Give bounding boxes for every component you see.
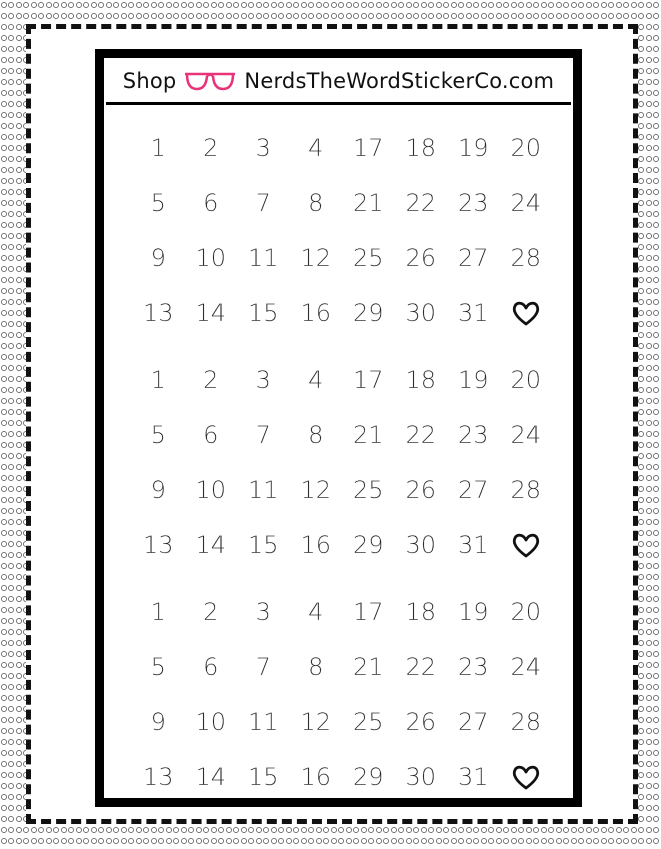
heart-icon: [511, 763, 541, 791]
date-sticker: 11: [247, 475, 279, 504]
heart-sticker: [500, 285, 553, 340]
pink-glasses-icon: [184, 70, 236, 92]
date-sticker: 1: [150, 133, 166, 162]
date-sticker: 14: [195, 298, 227, 327]
date-sticker: 11: [247, 707, 279, 736]
date-sticker: 27: [457, 707, 489, 736]
date-sticker: 30: [405, 762, 437, 791]
sticker-grid-section-3: [132, 584, 552, 804]
date-sticker: 22: [405, 188, 437, 217]
date-sticker: 25: [352, 243, 384, 272]
date-sticker: 2: [203, 365, 219, 394]
date-sticker: 18: [405, 597, 437, 626]
date-sticker: 20: [510, 365, 542, 394]
date-sticker: 29: [352, 298, 384, 327]
sticker-frame: [95, 49, 582, 807]
date-sticker: 14: [195, 762, 227, 791]
date-sticker: 30: [405, 298, 437, 327]
date-sticker: 30: [405, 530, 437, 559]
date-sticker: 31: [457, 762, 489, 791]
date-sticker: 8: [308, 652, 324, 681]
date-sticker: 14: [195, 530, 227, 559]
date-sticker: 4: [308, 597, 324, 626]
sticker-grid-section-2: [132, 352, 552, 572]
date-sticker: 10: [195, 243, 227, 272]
date-sticker: 29: [352, 762, 384, 791]
shop-header: [106, 60, 571, 105]
shop-label: Shop: [122, 69, 177, 93]
heart-sticker: [500, 749, 553, 804]
date-sticker: 17: [352, 365, 384, 394]
date-sticker: 29: [352, 530, 384, 559]
date-sticker: 22: [405, 652, 437, 681]
date-sticker: 28: [510, 475, 542, 504]
site-label: NerdsTheWordStickerCo.com: [244, 69, 555, 93]
date-sticker: 9: [150, 475, 166, 504]
date-sticker: 20: [510, 133, 542, 162]
date-sticker: 26: [405, 707, 437, 736]
date-sticker: 21: [352, 188, 384, 217]
date-sticker: 8: [308, 188, 324, 217]
date-sticker: 6: [203, 188, 219, 217]
date-sticker: 25: [352, 475, 384, 504]
sticker-grid-section-1: [132, 120, 552, 340]
date-sticker: 27: [457, 243, 489, 272]
date-sticker: 5: [150, 652, 166, 681]
date-sticker: 24: [510, 420, 542, 449]
date-sticker: 15: [247, 762, 279, 791]
date-sticker: 3: [255, 133, 271, 162]
date-sticker: 19: [457, 597, 489, 626]
date-sticker: 7: [255, 420, 271, 449]
date-sticker: 26: [405, 243, 437, 272]
date-sticker: 18: [405, 365, 437, 394]
heart-icon: [511, 531, 541, 559]
date-sticker: 21: [352, 420, 384, 449]
date-sticker: 31: [457, 298, 489, 327]
date-sticker: 20: [510, 597, 542, 626]
date-sticker: 16: [300, 298, 332, 327]
date-sticker: 28: [510, 707, 542, 736]
date-sticker: 6: [203, 420, 219, 449]
date-sticker: 1: [150, 597, 166, 626]
date-sticker: 31: [457, 530, 489, 559]
date-sticker: 12: [300, 475, 332, 504]
date-sticker: 27: [457, 475, 489, 504]
date-sticker: 16: [300, 762, 332, 791]
heart-icon: [511, 299, 541, 327]
date-sticker: 9: [150, 243, 166, 272]
date-sticker: 21: [352, 652, 384, 681]
date-sticker: 4: [308, 365, 324, 394]
date-sticker: 2: [203, 597, 219, 626]
date-sticker: 13: [142, 762, 174, 791]
date-sticker: 12: [300, 243, 332, 272]
date-sticker: 17: [352, 133, 384, 162]
date-sticker: 24: [510, 652, 542, 681]
date-sticker: 26: [405, 475, 437, 504]
date-sticker: 15: [247, 298, 279, 327]
date-sticker: 4: [308, 133, 324, 162]
date-sticker: 25: [352, 707, 384, 736]
heart-sticker: [500, 517, 553, 572]
date-sticker: 19: [457, 365, 489, 394]
date-sticker: 18: [405, 133, 437, 162]
date-sticker: 6: [203, 652, 219, 681]
date-sticker: 13: [142, 530, 174, 559]
date-sticker: 16: [300, 530, 332, 559]
date-sticker: 10: [195, 475, 227, 504]
date-sticker: 19: [457, 133, 489, 162]
date-sticker: 24: [510, 188, 542, 217]
date-sticker: 5: [150, 188, 166, 217]
date-sticker: 22: [405, 420, 437, 449]
date-sticker: 15: [247, 530, 279, 559]
date-sticker: 17: [352, 597, 384, 626]
date-sticker: 13: [142, 298, 174, 327]
date-sticker: 23: [457, 188, 489, 217]
date-sticker: 5: [150, 420, 166, 449]
date-sticker: 23: [457, 652, 489, 681]
date-sticker: 2: [203, 133, 219, 162]
date-sticker: 28: [510, 243, 542, 272]
date-sticker: 11: [247, 243, 279, 272]
date-sticker: 7: [255, 188, 271, 217]
date-sticker: 12: [300, 707, 332, 736]
date-sticker: 7: [255, 652, 271, 681]
date-sticker: 3: [255, 365, 271, 394]
date-sticker: 23: [457, 420, 489, 449]
date-sticker: 3: [255, 597, 271, 626]
date-sticker: 8: [308, 420, 324, 449]
date-sticker: 9: [150, 707, 166, 736]
date-sticker: 1: [150, 365, 166, 394]
date-sticker: 10: [195, 707, 227, 736]
